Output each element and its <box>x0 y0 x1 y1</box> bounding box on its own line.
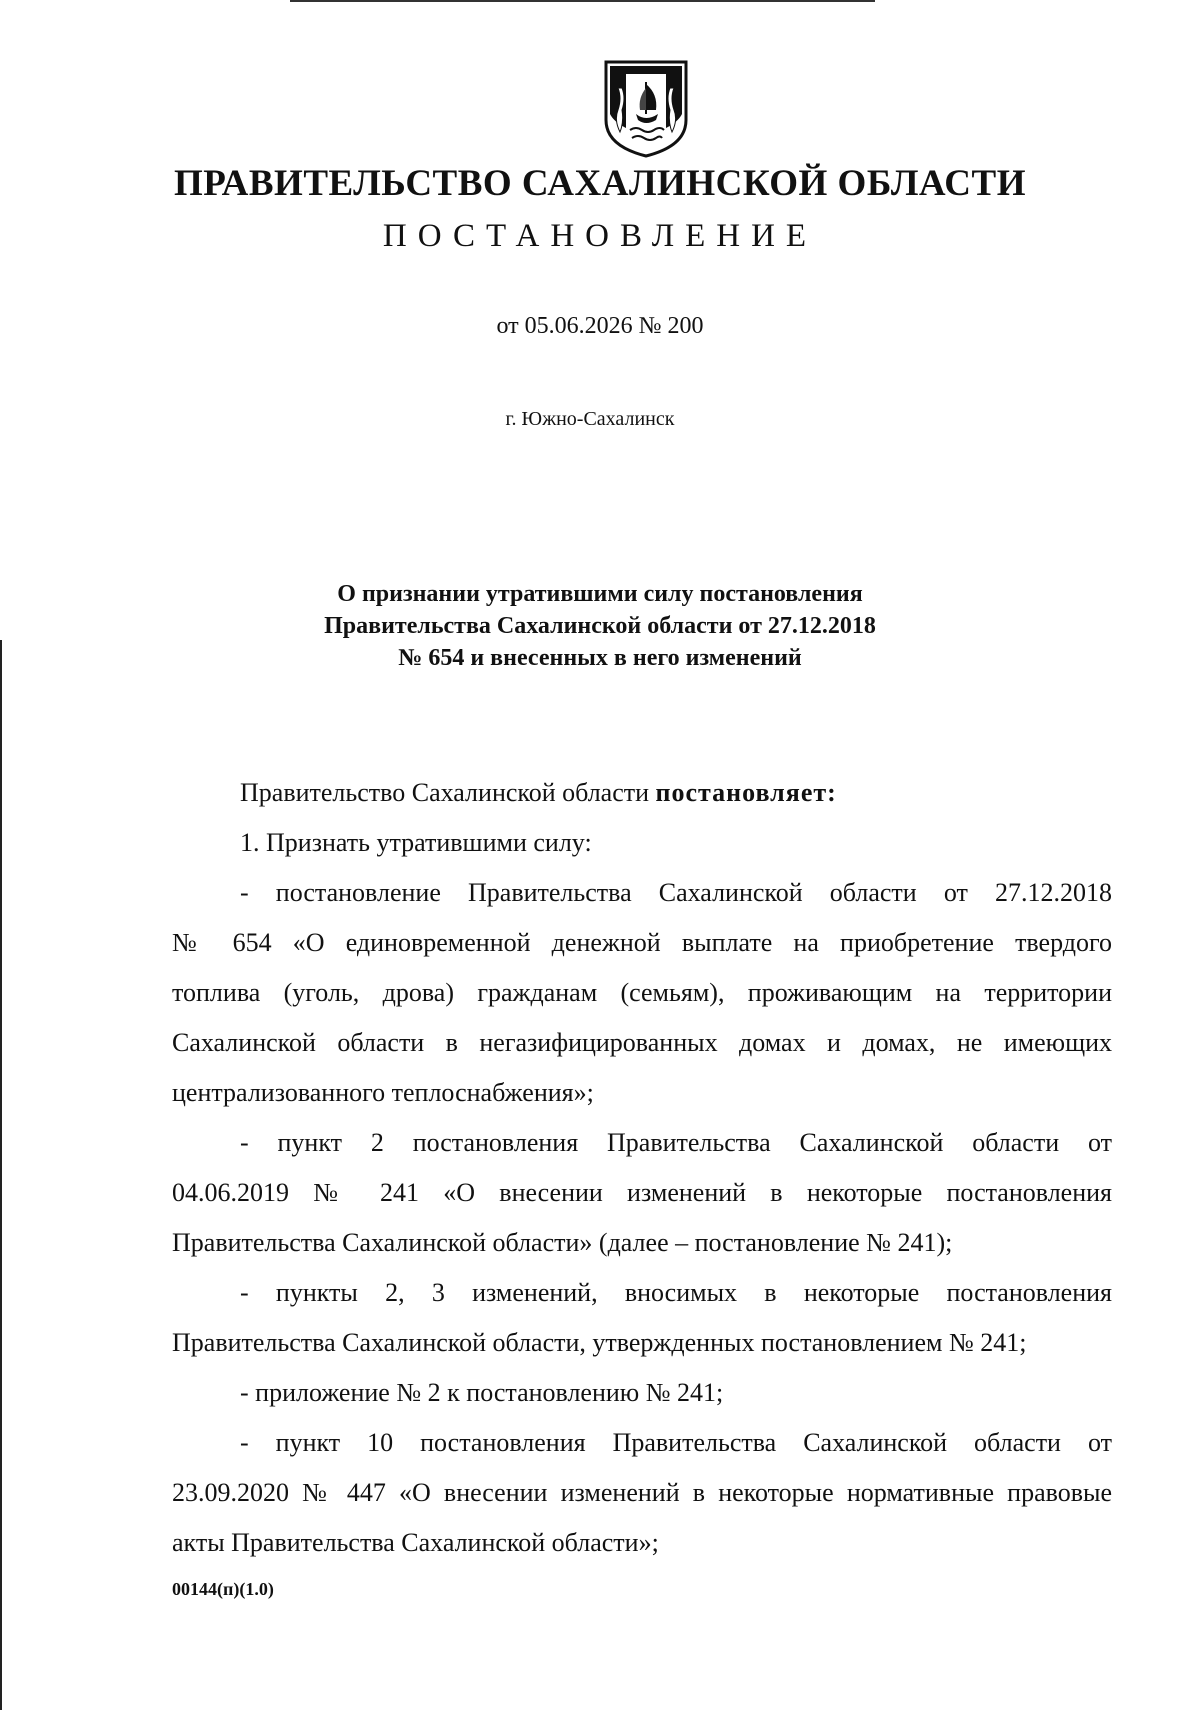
body-line: 04.06.2019 № 241 «О внесении изменений в некоторые постановления <box>172 1178 1112 1207</box>
body-line: 23.09.2020 № 447 «О внесении изменений в некоторые нормативные правовые <box>172 1478 1112 1507</box>
scan-edge-top <box>290 0 875 2</box>
body-line: топлива (уголь, дрова) гражданам (семьям), проживающим на территории <box>172 978 1112 1007</box>
document-city: г. Южно-Сахалинск <box>505 408 675 430</box>
intro-text: Правительство Сахалинской области <box>240 778 656 807</box>
body-line: - пункт 10 постановления Правительства Сахалинской области от <box>240 1428 1112 1457</box>
scan-edge-left <box>0 640 2 1710</box>
body-line: - постановление Правительства Сахалинской области от 27.12.2018 <box>240 878 1112 907</box>
document-body <box>172 768 1112 1568</box>
body-line: централизованного теплоснабжения»; <box>172 1078 594 1107</box>
body-intro <box>172 768 1112 818</box>
document-date-number: от 05.06.2026 № 200 <box>496 313 704 339</box>
organization-title: ПРАВИТЕЛЬСТВО САХАЛИНСКОЙ ОБЛАСТИ <box>174 163 1026 204</box>
body-line: Правительства Сахалинской области, утвержденных постановлением № 241; <box>172 1328 1027 1357</box>
body-line: Правительства Сахалинской области» (далее – постановление № 241); <box>172 1228 953 1257</box>
body-line: № 654 «О единовременной денежной выплате на приобретение твердого <box>172 928 1112 957</box>
document-subject <box>0 578 1200 674</box>
body-line: - приложение № 2 к постановлению № 241; <box>240 1378 724 1407</box>
subject-line: Правительства Сахалинской области от 27.12.2018 <box>324 613 876 639</box>
intro-bold-word: постановляет: <box>655 778 837 807</box>
subject-line: О признании утратившими силу постановления <box>337 581 863 607</box>
sakhalin-coat-of-arms-icon <box>600 58 692 158</box>
document-type: ПОСТАНОВЛЕНИЕ <box>382 218 818 254</box>
body-line: 1. Признать утратившими силу: <box>240 828 592 857</box>
subject-line: № 654 и внесенных в него изменений <box>398 645 802 671</box>
body-line: - пункт 2 постановления Правительства Сахалинской области от <box>240 1128 1112 1157</box>
body-line: Сахалинской области в негазифицированных домах и домах, не имеющих <box>172 1028 1112 1057</box>
body-line: - пункты 2, 3 изменений, вносимых в некоторые постановления <box>240 1278 1112 1307</box>
body-line: акты Правительства Сахалинской области»; <box>172 1528 659 1557</box>
document-code: 00144(п)(1.0) <box>172 1579 274 1599</box>
